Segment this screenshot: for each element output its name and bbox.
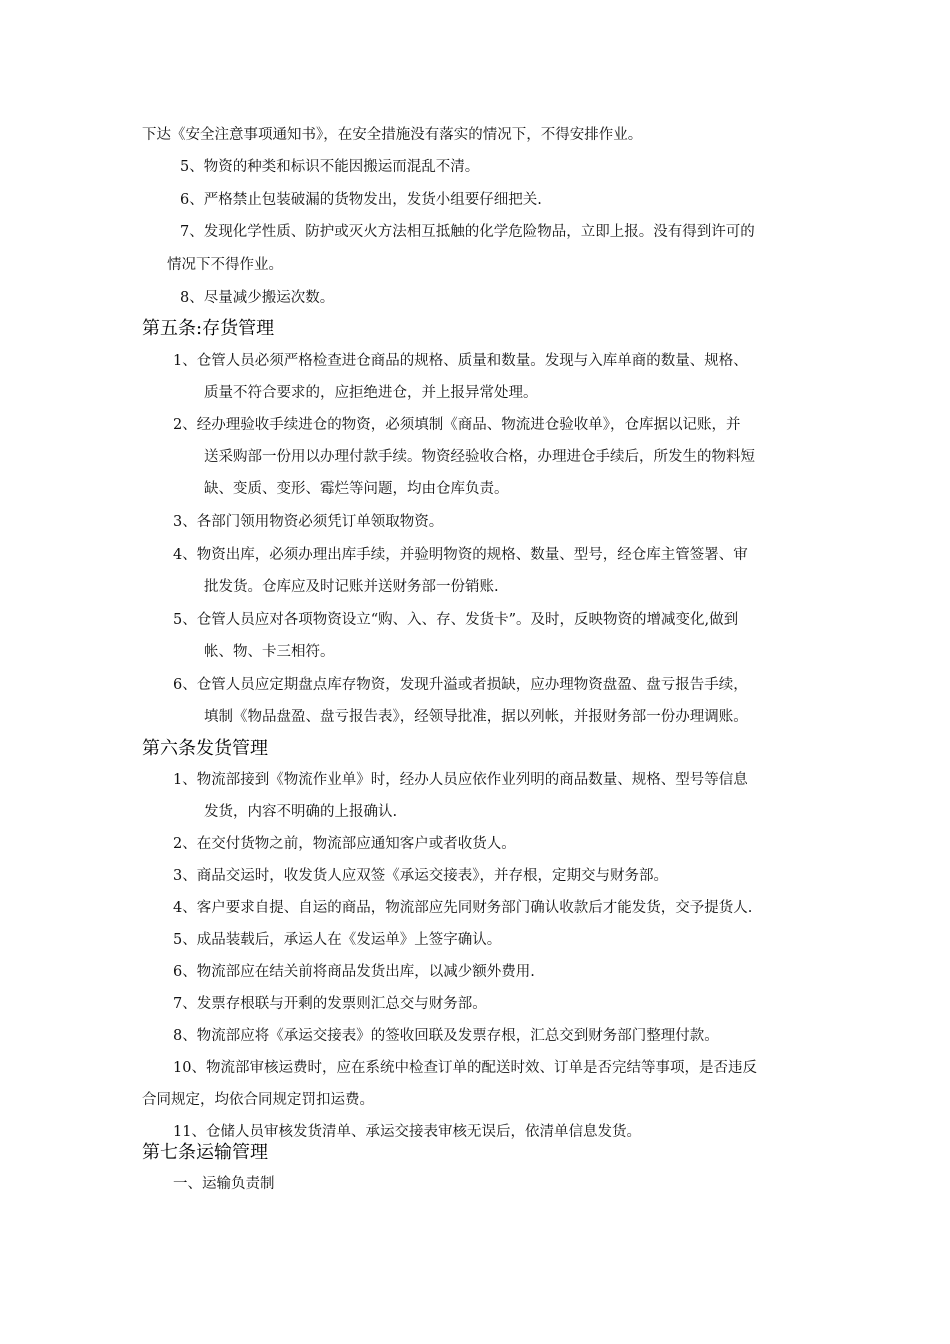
article6-item3: 3、商品交运时，收发货人应双签《承运交接表》，并存根，定期交与财务部。 [173,868,668,884]
article7-sub1: 一、运输负责制 [173,1176,275,1192]
article5-item6-line2: 填制《物品盘盈、盘亏报告表》，经领导批准，据以列帐，并报财务部一份办理调账。 [204,709,748,725]
article6-item10-line1: 10、物流部审核运费时，应在系统中检查订单的配送时效、订单是否完结等事项，是否违反 [173,1060,757,1076]
article6-item1-line2: 发货，内容不明确的上报确认. [204,804,398,820]
article6-item11: 11、仓储人员审核发货清单、承运交接表审核无误后，依清单信息发货。 [173,1124,641,1140]
article6-heading: 第六条发货管理 [142,738,268,759]
list-item-7-line1: 7、发现化学性质、防护或灭火方法相互抵触的化学危险物品，立即上报。没有得到许可的 [180,224,755,240]
paragraph-intro-tail: 下达《安全注意事项通知书》，在安全措施没有落实的情况下，不得安排作业。 [142,127,643,143]
article6-item5: 5、成品装载后，承运人在《发运单》上签字确认。 [173,932,502,948]
article7-heading: 第七条运输管理 [142,1142,268,1163]
article6-item6: 6、物流部应在结关前将商品发货出库，以减少额外费用. [173,964,535,980]
article5-heading: 第五条:存货管理 [142,318,275,339]
article6-item2: 2、在交付货物之前，物流部应通知客户或者收货人。 [173,836,516,852]
article5-item4-line2: 批发货。仓库应及时记账并送财务部一份销账. [204,579,499,595]
article5-item4-line1: 4、物资出库，必须办理出库手续，并验明物资的规格、数量、型号，经仓库主管签署、审 [173,547,748,563]
article5-item5-line1: 5、仓管人员应对各项物资设立“购、入、存、发货卡”。及时，反映物资的增减变化,做到 [173,612,739,628]
article6-item7: 7、发票存根联与开剩的发票则汇总交与财务部。 [173,996,487,1012]
article6-item10-line2: 合同规定，均依合同规定罚扣运费。 [142,1092,374,1108]
article5-item3: 3、各部门领用物资必须凭订单领取物资。 [173,514,444,530]
article5-item1-line2: 质量不符合要求的，应拒绝进仓，并上报异常处理。 [204,385,538,401]
article5-item6-line1: 6、仓管人员应定期盘点库存物资，发现升溢或者损缺，应办理物资盘盈、盘亏报告手续， [173,677,748,693]
article6-item8: 8、物流部应将《承运交接表》的签收回联及发票存根，汇总交到财务部门整理付款。 [173,1028,719,1044]
list-item-5: 5、物资的种类和标识不能因搬运而混乱不清。 [180,159,480,175]
article5-item2-line2: 送采购部一份用以办理付款手续。物资经验收合格，办理进仓手续后，所发生的物料短 [204,449,755,465]
list-item-8: 8、尽量减少搬运次数。 [180,290,335,306]
article5-item2-line1: 2、经办理验收手续进仓的物资，必须填制《商品、物流进仓验收单》，仓库据以记账，并 [173,417,741,433]
article6-item4: 4、客户要求自提、自运的商品，物流部应先同财务部门确认收款后才能发货，交予提货人. [173,900,753,916]
article5-item5-line2: 帐、物、卡三相符。 [204,644,335,660]
article5-item2-line3: 缺、变质、变形、霉烂等问题，均由仓库负责。 [204,481,509,497]
list-item-7-line2: 情况下不得作业。 [167,257,283,273]
list-item-6: 6、严格禁止包装破漏的货物发出，发货小组要仔细把关. [180,192,542,208]
article6-item1-line1: 1、物流部接到《物流作业单》时，经办人员应依作业列明的商品数量、规格、型号等信息 [173,772,748,788]
article5-item1-line1: 1、仓管人员必须严格检查进仓商品的规格、质量和数量。发现与入库单商的数量、规格、 [173,353,748,369]
